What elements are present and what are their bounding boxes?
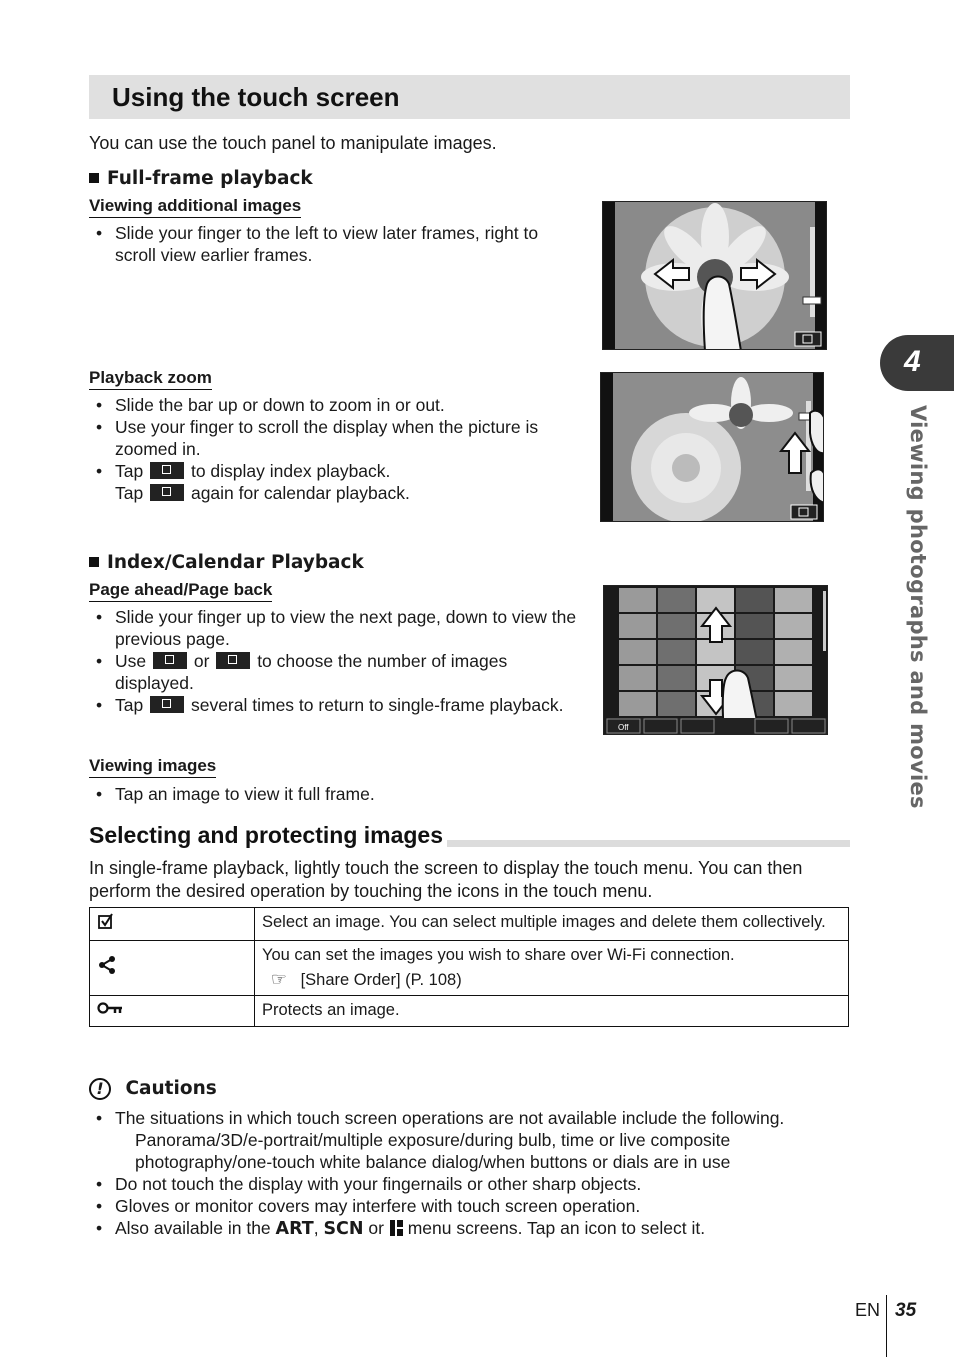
screen-image-index xyxy=(603,585,828,735)
table-cell-text: Protects an image. xyxy=(255,996,849,1027)
off-label: Off xyxy=(618,723,629,732)
bullet-list-viewing-additional xyxy=(89,222,579,266)
screen-image-zoom xyxy=(600,372,824,522)
single-frame-icon xyxy=(150,696,184,713)
square-bullet-icon xyxy=(89,173,99,183)
index-playback-icon xyxy=(150,462,184,479)
zoom-view-icon xyxy=(216,652,250,669)
table-cell-text: Select an image. You can select multiple images and delete them collectively. xyxy=(255,908,849,941)
thumbnail xyxy=(658,640,695,664)
share-order-ref: [Share Order] (P. 108) xyxy=(300,971,462,989)
cautions-heading: ! Cautions xyxy=(89,1078,217,1100)
thumbnail xyxy=(658,614,695,638)
thumbnail xyxy=(775,614,812,638)
list-item: • Do not touch the display with your fingernails or other sharp objects. xyxy=(89,1173,869,1195)
page-number: 35 xyxy=(895,1300,917,1321)
bullet-list-cautions xyxy=(89,1107,869,1240)
bullet-list-viewing-images xyxy=(89,783,579,805)
thumbnail xyxy=(775,588,812,612)
list-item: • Use your finger to scroll the display when the picture is zoomed in. xyxy=(89,416,579,460)
list-item: • The situations in which touch screen operations are not available include the following. xyxy=(89,1107,869,1129)
calendar-playback-icon xyxy=(150,484,184,501)
thumbnail xyxy=(736,614,773,638)
thumbnail xyxy=(619,640,656,664)
chapter-side-label: Viewing photographs and movies xyxy=(906,405,930,809)
list-item: • Also available in the ART, SCN or menu screens. Tap an icon to select it. xyxy=(89,1217,869,1240)
table-cell-icon xyxy=(90,908,255,941)
thumbnail xyxy=(775,640,812,664)
subheading-viewing-images: Viewing images xyxy=(89,756,216,778)
title-bar xyxy=(89,75,850,119)
thumbnail xyxy=(697,640,734,664)
thumbnail xyxy=(775,666,812,690)
section-heading-full-frame: Full-frame playback xyxy=(89,168,313,189)
thumbnail xyxy=(658,692,695,716)
thumbnail xyxy=(619,666,656,690)
footer-divider xyxy=(886,1295,887,1357)
thumbnail xyxy=(619,692,656,716)
list-item: • Slide the bar up or down to zoom in or out. xyxy=(89,394,579,416)
list-item: • Tap an image to view it full frame. xyxy=(89,783,579,805)
list-item: • Gloves or monitor covers may interfere with touch screen operation. xyxy=(89,1195,869,1217)
intro-text: You can use the touch panel to manipulate images. xyxy=(89,133,497,153)
subheading-page-ahead: Page ahead/Page back xyxy=(89,580,272,602)
bullet-list-playback-zoom xyxy=(89,394,579,504)
caution-icon: ! xyxy=(89,1078,111,1100)
list-item: • Tap to display index playback. Tap again for calendar playback. xyxy=(89,460,579,504)
flower-photo-illustration xyxy=(603,202,827,350)
thumbnail xyxy=(658,666,695,690)
table-row xyxy=(90,996,849,1027)
section-heading-index: Index/Calendar Playback xyxy=(89,552,364,573)
pointing-hand-icon: ☞ xyxy=(270,969,288,989)
page-title: Using the touch screen xyxy=(112,82,400,112)
list-item: • Slide your finger to the left to view later frames, right to scroll view earlier frames. xyxy=(89,222,579,266)
thumbnail xyxy=(619,614,656,638)
zoom-photo-illustration xyxy=(601,373,824,522)
index-view-icon xyxy=(153,652,187,669)
list-item: • Slide your finger up to view the next page, down to view the previous page. xyxy=(89,606,579,650)
checkbox-icon xyxy=(97,912,115,930)
footer-lang: EN xyxy=(855,1300,881,1320)
section-heading-selecting: Selecting and protecting images xyxy=(89,822,447,849)
square-bullet-icon xyxy=(89,557,99,567)
key-icon xyxy=(97,1000,123,1016)
table-row xyxy=(90,908,849,941)
list-item-detail: Panorama/3D/e-portrait/multiple exposure/during bulb, time or live composite photography/one-touch white balance dialog/when buttons or dials are in use xyxy=(135,1130,731,1172)
selecting-body: In single-frame playback, lightly touch the screen to display the touch menu. You can then perform the desired operation by touching the icons in the touch menu. xyxy=(89,858,803,901)
advanced-photo-icon xyxy=(389,1220,403,1236)
art-mode-label: ART xyxy=(275,1219,314,1239)
chapter-tab: 4 xyxy=(880,335,954,391)
share-icon xyxy=(97,955,117,975)
index-grid-illustration xyxy=(604,586,828,735)
thumbnail xyxy=(775,692,812,716)
bullet-list-page-ahead xyxy=(89,606,579,716)
table-row xyxy=(90,941,849,996)
thumbnail xyxy=(736,640,773,664)
thumbnail xyxy=(736,588,773,612)
touch-menu-table xyxy=(89,907,849,1027)
scn-mode-label: SCN xyxy=(323,1219,364,1239)
thumbnail xyxy=(658,588,695,612)
thumbnail xyxy=(619,588,656,612)
table-cell-text: You can set the images you wish to share over Wi-Fi connection. ☞ [Share Order] (P. 108) xyxy=(255,941,849,996)
subheading-playback-zoom: Playback zoom xyxy=(89,368,212,390)
subheading-viewing-additional: Viewing additional images xyxy=(89,196,301,218)
table-cell-icon xyxy=(90,996,255,1027)
screen-image-fullframe xyxy=(602,201,827,350)
list-item: • Tap several times to return to single-frame playback. xyxy=(89,694,579,716)
table-cell-icon xyxy=(90,941,255,996)
list-item: • Use or to choose the number of images displayed. xyxy=(89,650,579,694)
